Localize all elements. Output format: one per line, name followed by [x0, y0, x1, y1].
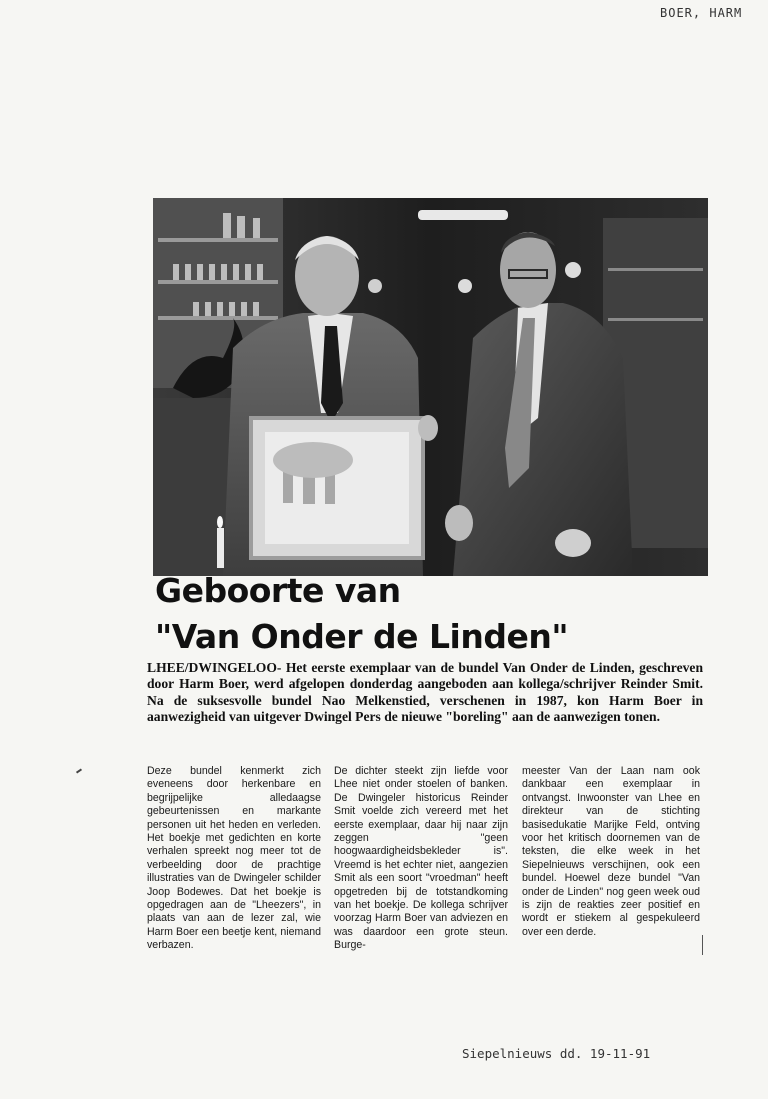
body-column-2: De dichter steekt zijn liefde voor Lhee niet onder stoelen of banken. De Dwingeler historicus Reinder Smit voelde zich vereerd met het eerste exemplaar, daar hij naar zijn zeggen "geen hoogwaardigheidsbekleder is". Vreemd is het echter niet, aangezien Smit als een soort "vroedman" heeft opgetreden bij de totstandkoming van het boekje. De kollega schrijver voorzag Harm Boer van adviezen en was daardoor een grote steun. Burge-	[334, 765, 508, 952]
column-rule	[702, 935, 703, 955]
headline-line-2: "Van Onder de Linden"	[155, 617, 569, 656]
margin-mark	[76, 768, 82, 773]
source-citation: Siepelnieuws dd. 19-11-91	[462, 1046, 651, 1061]
article-photo	[153, 198, 708, 576]
body-column-3: meester Van der Laan nam ook dankbaar een exemplaar in ontvangst. Inwoonster van Lhee en direkteur van de stichting basisedukatie Marijke Feld, ontving voor het kritisch doornemen van de teksten, die elke week in het Siepelnieuws verschijnen, ook een bundel. Hoewel deze bundel "Van onder de Linden" nog geen week oud is zijn de reakties zeer positief en wordt er stiekem al gespekuleerd over een derde.	[522, 765, 700, 938]
photo-image	[153, 198, 708, 576]
body-column-1: Deze bundel kenmerkt zich eveneens door herkenbare en begrijpelijke alledaagse gebeurtenissen en markante personen uit het heden en verleden. Het boekje met gedichten en korte verhalen spreekt nog meer tot de verbeelding door de prachtige illustraties van de Dwingeler schilder Joop Bodewes. Dat het boekje is opgedragen aan de "Lheezers", in plaats van aan de lezer zal, wie Harm Boer een beetje kent, niemand verbazen.	[147, 765, 321, 952]
headline-line-1: Geboorte van	[155, 571, 401, 610]
article-lead: LHEE/DWINGELOO- Het eerste exemplaar van de bundel Van Onder de Linden, geschreven door Harm Boer, werd afgelopen donderdag aangeboden aan kollega/schrijver Reinder Smit. Na de suksesvolle bundel Nao Melkenstied, verschenen in 1987, kon Harm Boer in aanwezigheid van uitgever Dwingel Pers de nieuwe "boreling" aan de aanwezigen tonen.	[147, 660, 703, 724]
clipping-label: BOER, HARM	[660, 6, 743, 20]
